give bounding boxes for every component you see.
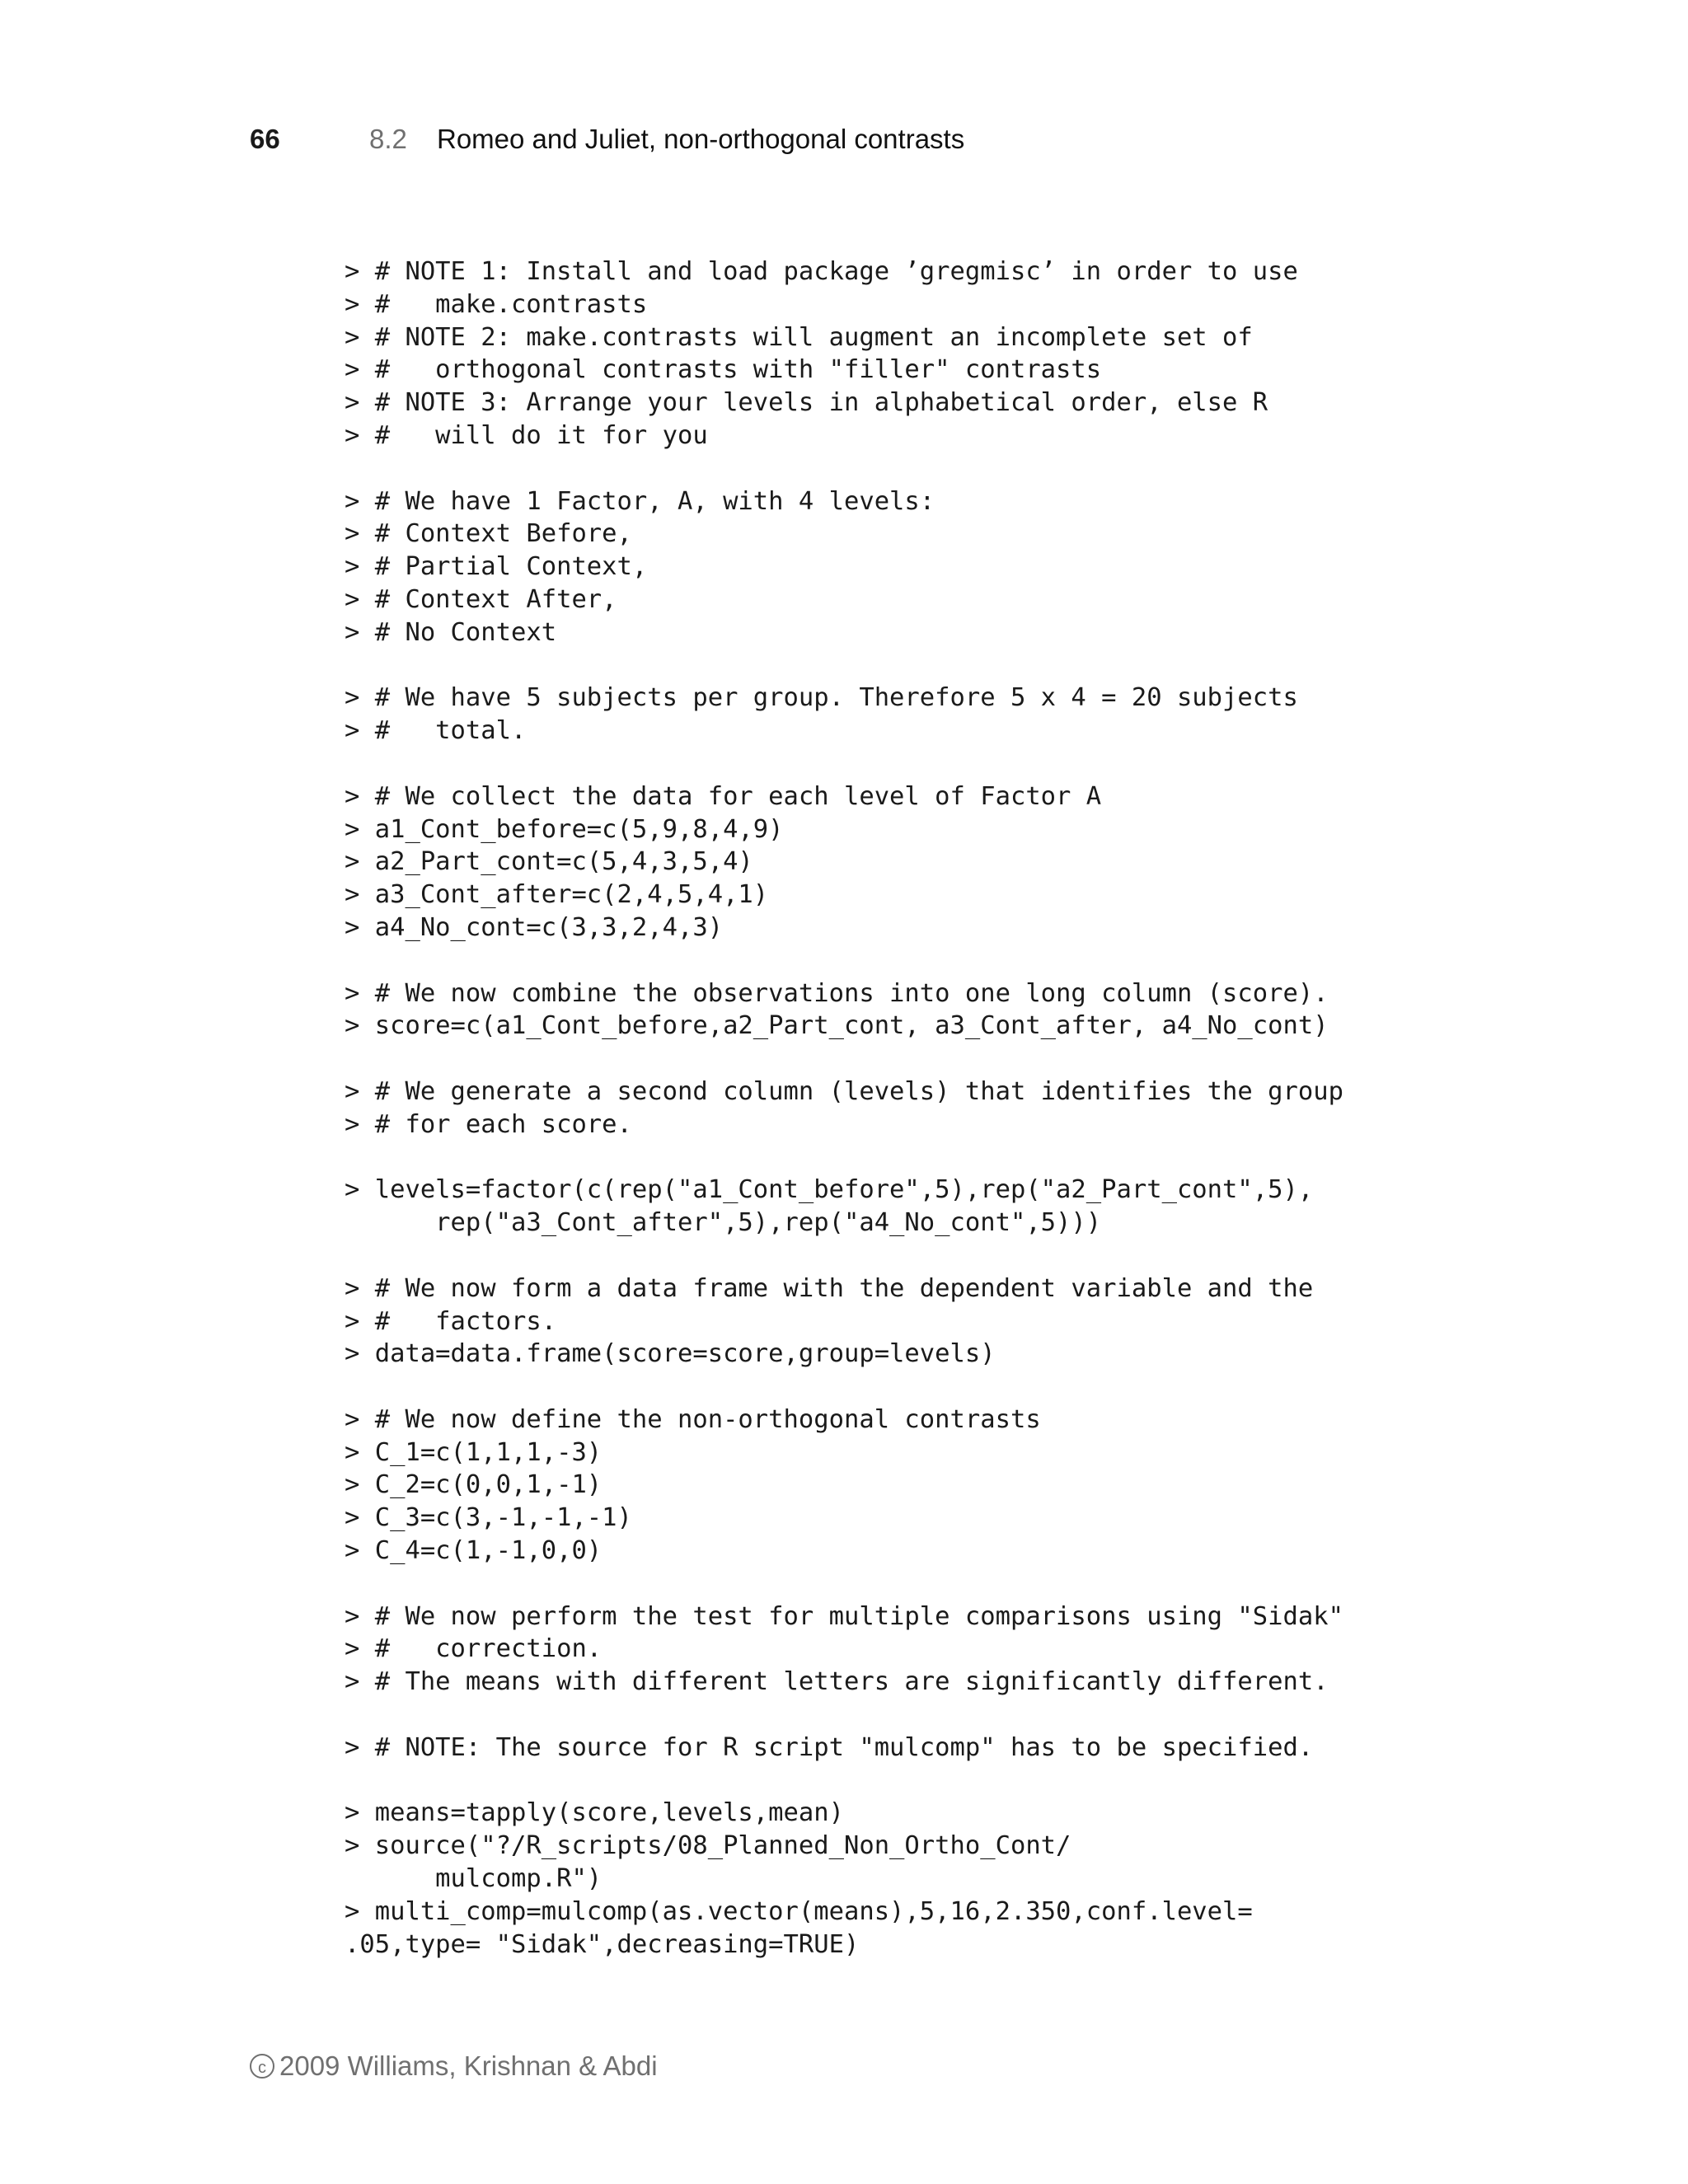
running-header bbox=[250, 124, 964, 170]
code-line: > # NOTE 1: Install and load package ’gregmisc’ in order to use bbox=[345, 257, 1298, 286]
code-blank-line bbox=[345, 1371, 1343, 1404]
code-blank-line bbox=[345, 649, 1343, 682]
copyright-icon: c bbox=[250, 2054, 274, 2079]
code-line: > a2_Part_cont=c(5,4,3,5,4) bbox=[345, 847, 753, 877]
code-line: > # for each score. bbox=[345, 1109, 632, 1139]
section-number: 8.2 bbox=[369, 124, 407, 154]
code-line: > # Partial Context, bbox=[345, 552, 648, 582]
code-line: > multi_comp=mulcomp(as.vector(means),5,16,2.350,conf.level= bbox=[345, 1896, 1253, 1926]
code-blank-line bbox=[345, 1765, 1343, 1797]
code-line: > a1_Cont_before=c(5,9,8,4,9) bbox=[345, 814, 784, 844]
code-listing bbox=[345, 255, 1343, 1961]
page-number: 66 bbox=[250, 124, 280, 154]
code-line: > levels=factor(c(rep("a1_Cont_before",5),rep("a2_Part_cont",5), bbox=[345, 1175, 1314, 1205]
code-line: > # The means with different letters are significantly different. bbox=[345, 1667, 1329, 1697]
code-blank-line bbox=[345, 1699, 1343, 1732]
code-line: > # We now form a data frame with the dependent variable and the bbox=[345, 1273, 1314, 1303]
code-line: .05,type= "Sidak",decreasing=TRUE) bbox=[345, 1929, 860, 1959]
code-line: > # We now combine the observations into one long column (score). bbox=[345, 978, 1329, 1008]
code-line: > # will do it for you bbox=[345, 420, 708, 450]
code-line: > # total. bbox=[345, 716, 527, 746]
code-line: > means=tapply(score,levels,mean) bbox=[345, 1798, 844, 1828]
code-line: > # NOTE 3: Arrange your levels in alphabetical order, else R bbox=[345, 388, 1268, 418]
code-blank-line bbox=[345, 944, 1343, 977]
copyright-text: 2009 Williams, Krishnan & Abdi bbox=[279, 2050, 658, 2081]
code-line: > # We now define the non-orthogonal contrasts bbox=[345, 1404, 1041, 1434]
code-line: > # factors. bbox=[345, 1306, 557, 1336]
code-line: > score=c(a1_Cont_before,a2_Part_cont, a3_Cont_after, a4_No_cont) bbox=[345, 1011, 1329, 1041]
code-line: > # We have 1 Factor, A, with 4 levels: bbox=[345, 486, 935, 516]
code-blank-line bbox=[345, 1240, 1343, 1272]
code-line: mulcomp.R") bbox=[345, 1864, 603, 1894]
code-blank-line bbox=[345, 1141, 1343, 1174]
code-line: > # Context Before, bbox=[345, 519, 632, 549]
code-line: > # NOTE: The source for R script "mulcomp" has to be specified. bbox=[345, 1732, 1314, 1762]
code-line: > # We have 5 subjects per group. Therefore 5 x 4 = 20 subjects bbox=[345, 683, 1298, 713]
code-line: > # We generate a second column (levels) that identifies the group bbox=[345, 1076, 1343, 1106]
code-line: rep("a3_Cont_after",5),rep("a4_No_cont",5))) bbox=[345, 1208, 1102, 1238]
code-line: > C_3=c(3,-1,-1,-1) bbox=[345, 1503, 632, 1533]
code-blank-line bbox=[345, 1568, 1343, 1601]
code-line: > C_1=c(1,1,1,-3) bbox=[345, 1437, 603, 1467]
section-title: Romeo and Juliet, non-orthogonal contrasts bbox=[437, 124, 965, 154]
code-line: > C_2=c(0,0,1,-1) bbox=[345, 1470, 603, 1500]
code-line: > # make.contrasts bbox=[345, 289, 648, 319]
code-line: > # Context After, bbox=[345, 584, 617, 614]
code-blank-line bbox=[345, 452, 1343, 485]
code-line: > a4_No_cont=c(3,3,2,4,3) bbox=[345, 912, 724, 942]
code-blank-line bbox=[345, 1043, 1343, 1076]
code-line: > # No Context bbox=[345, 617, 557, 647]
code-line: > data=data.frame(score=score,group=levels) bbox=[345, 1339, 996, 1369]
code-line: > # orthogonal contrasts with "filler" contrasts bbox=[345, 355, 1102, 385]
code-line: > # We collect the data for each level of Factor A bbox=[345, 781, 1102, 811]
code-line: > # correction. bbox=[345, 1634, 603, 1664]
code-line: > source("?/R_scripts/08_Planned_Non_Ortho_Cont/ bbox=[345, 1831, 1071, 1861]
code-line: > a3_Cont_after=c(2,4,5,4,1) bbox=[345, 880, 769, 910]
code-line: > # We now perform the test for multiple comparisons using "Sidak" bbox=[345, 1601, 1343, 1631]
code-line: > C_4=c(1,-1,0,0) bbox=[345, 1536, 603, 1566]
copyright-footer bbox=[250, 2050, 658, 2082]
code-line: > # NOTE 2: make.contrasts will augment an incomplete set of bbox=[345, 322, 1253, 352]
code-blank-line bbox=[345, 748, 1343, 780]
